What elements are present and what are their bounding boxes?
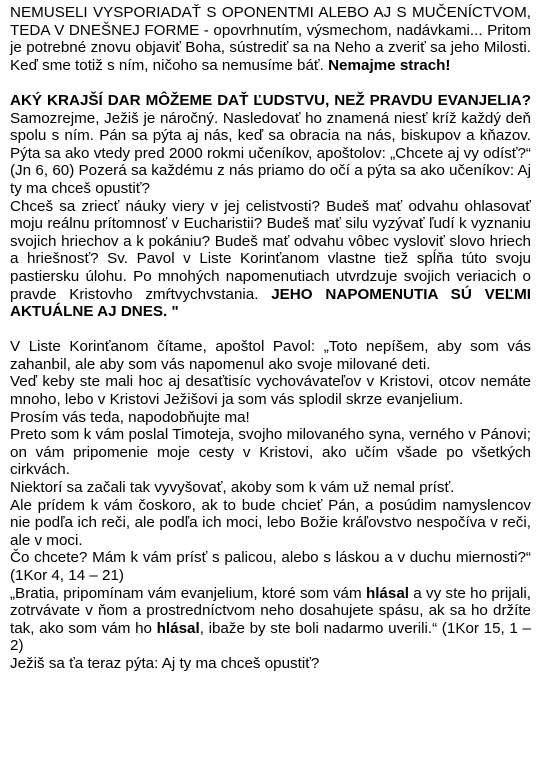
challenge-paragraph <box>10 198 531 321</box>
gift-text: Samozrejme, Ježiš je náročný. Nasledovať ho znamená niesť kríž každý deň spolu s ním. Pán sa pýta aj nás, keď sa obracia na nás, biskupov a kňazov. Pýta sa ako vtedy pred 2000 rokmi učeníkov, apoštolov: „Chcete aj vy odísť?“ (Jn 6, 60) Pozerá sa každému z nás priamo do očí a pýta sa ako učeníkov: Aj ty ma chceš opustiť? <box>10 109 531 197</box>
challenge-emphasis: JEHO NAPOMENUTIA SÚ VEĽMI AKTUÁLNE AJ DNES. " <box>10 285 531 321</box>
letter-paragraph-2: Veď keby ste mali hoc aj desaťtisíc vychovávateľov v Kristovi, otcov nemáte mnoho, lebo v Kristovi Ježišovi ja som vás splodil skrze evanjelium. <box>10 373 531 409</box>
gift-paragraph <box>10 92 531 198</box>
p8-emphasis-2: hlásal <box>156 619 200 637</box>
p8-text-c: a vy ste ho prijali, zotrvávate v ňom a prostredníctvom neho dosahujete spásu, ak sa ho držíte tak, ako som vám ho <box>10 584 531 637</box>
gift-heading: AKÝ KRAJŠÍ DAR MÔŽEME DAŤ ĽUDSTVU, NEŽ PRAVDU EVANJELIA? <box>10 91 531 109</box>
letter-paragraph-3: Prosím vás teda, napodobňujte ma! <box>10 408 250 426</box>
document-body <box>10 4 531 673</box>
p8-text-e: , ibaže by ste boli nadarmo uverili.“ (1Kor 15, 1 – 2) <box>10 619 531 655</box>
letter-paragraph-9: Ježiš sa ťa teraz pýta: Aj ty ma chceš opustiť? <box>10 654 320 672</box>
letter-paragraph-7: Čo chcete? Mám k vám prísť s palicou, alebo s láskou a v duchu miernosti?“ (1Kor 4, 14 – 21) <box>10 549 531 584</box>
intro-emphasis: Nemajme strach! <box>328 56 451 74</box>
p8-text-a: „Bratia, pripomínam vám evanjelium, ktoré som vám <box>10 584 366 602</box>
letter-paragraph-1: V Liste Korinťanom čítame, apoštol Pavol: „Toto nepíšem, aby som vás zahanbil, ale aby som vás napomenul ako svoje milované deti. <box>10 338 531 373</box>
challenge-text: Chceš sa zriecť náuky viery v jej celistvosti? Budeš mať odvahu ohlasovať moju reálnu prítomnosť v Eucharistii? Budeš mať silu vyzývať ľudí k vyznaniu svojich hriechov a k pokániu? Budeš mať odvahu vôbec vysloviť slovo hriech a hriešnosť? Sv. Pavol v Liste Korinťanom vlastne tiež spĺňa túto svoju pastiersku úlohu. Po mnohých napomenutiach utvrdzuje svojich veriacich o pravde Kristovho zmŕtvychvstania. <box>10 197 531 303</box>
letter-paragraph-5: Niektorí sa začali tak vyvyšovať, akoby som k vám už nemal prísť. <box>10 479 455 497</box>
intro-text: NEMUSELI VYSPORIADAŤ S OPONENTMI ALEBO AJ S MUČENÍCTVOM, TEDA V DNEŠNEJ FORME - opovrhnutím, výsmechom, nadávkami... Pritom je potrebné znovu objaviť Boha, sústrediť sa na Neho a zveriť sa jeho Milosti. Keď sme totiž s ním, ničoho sa nemusíme báť. <box>10 4 531 74</box>
letter-paragraph-6: Ale prídem k vám čoskoro, ak to bude chcieť Pán, a posúdim namyslencov nie podľa ich reči, ale podľa ich moci, lebo Božie kráľovstvo nespočíva v reči, ale v moci. <box>10 496 531 549</box>
letter-paragraph-8 <box>10 585 531 655</box>
intro-paragraph <box>10 4 531 74</box>
letter-paragraph-4: Preto som k vám poslal Timoteja, svojho milovaného syna, verného v Pánovi; on vám pripomenie moje cesty v Kristovi, ako učím všade po všetkých cirkvách. <box>10 426 531 479</box>
p8-emphasis-1: hlásal <box>365 584 409 602</box>
